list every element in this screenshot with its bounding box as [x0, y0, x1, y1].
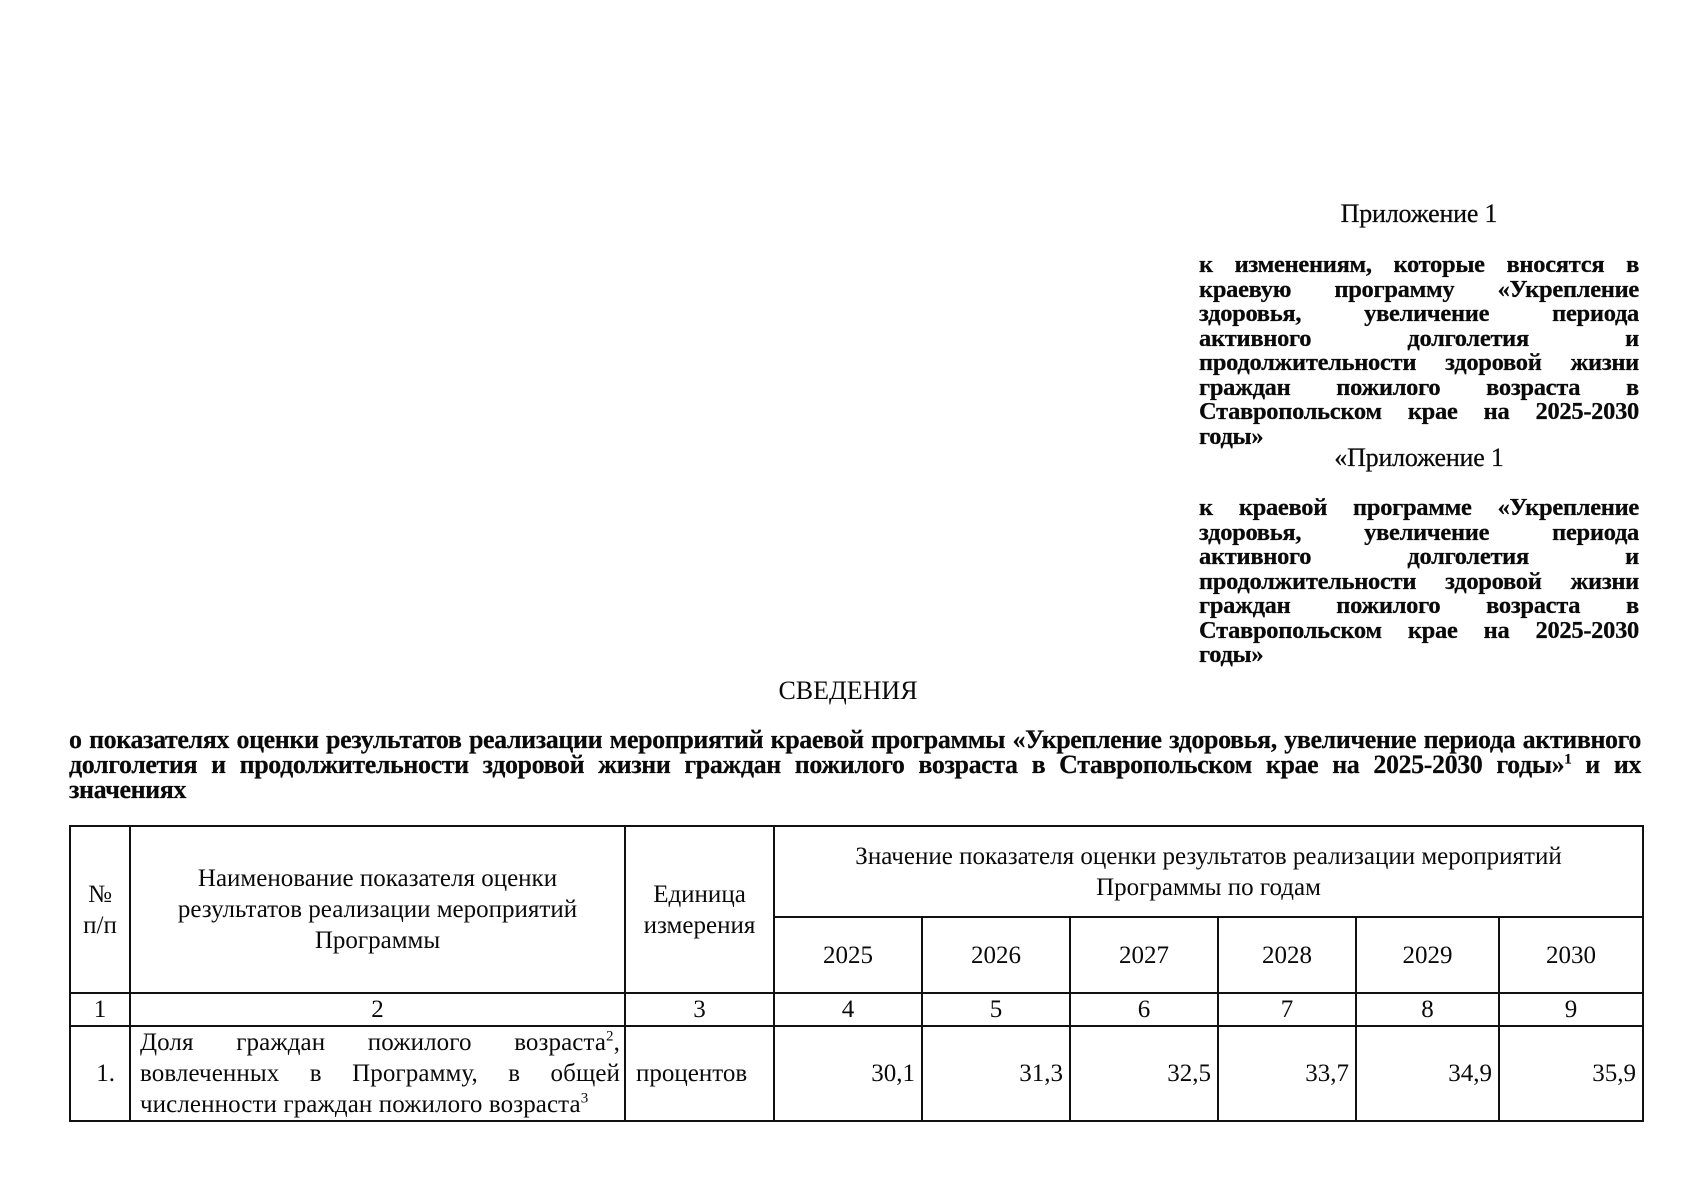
- value-2030: 35,9: [1499, 1026, 1643, 1121]
- column-number: 9: [1499, 993, 1643, 1026]
- footnote-marker: 1: [1564, 751, 1572, 768]
- column-numbers-row: [70, 993, 1643, 1026]
- document-subtitle: [69, 727, 1641, 802]
- document-subtitle-tail: и их значениях: [69, 750, 1642, 804]
- header-values-group: Значение показателя оценки результатов реализации мероприятий Программы по годам: [774, 826, 1643, 917]
- appendix-program-text: к краевой программе «Укрепление здоровья, увеличение периода активного долголетия и продолжительности здоровой жизни граждан пожилого возраста в Ставропольском крае на 2025-2030 годы»: [1199, 494, 1639, 668]
- indicator-name-part2: , вовлеченных в Программу, в общей численности граждан пожилого возраста: [140, 1029, 620, 1118]
- footnote-marker: 2: [606, 1028, 614, 1045]
- column-number: 7: [1218, 993, 1356, 1026]
- header-num: № п/п: [70, 826, 130, 993]
- footnote-marker: 3: [580, 1090, 589, 1107]
- header-year: 2026: [922, 917, 1070, 993]
- column-number: 2: [130, 993, 625, 1026]
- indicators-table: [69, 825, 1644, 1122]
- document-title: СВЕДЕНИЯ: [778, 676, 918, 705]
- value-2029: 34,9: [1356, 1026, 1499, 1121]
- column-number: 5: [922, 993, 1070, 1026]
- appendix-change-title: Приложение 1: [1340, 199, 1498, 228]
- header-unit: Единица измерения: [625, 826, 774, 993]
- value-2026: 31,3: [922, 1026, 1070, 1121]
- table-row: [70, 1026, 1643, 1121]
- column-number: 1: [70, 993, 130, 1026]
- value-2027: 32,5: [1070, 1026, 1218, 1121]
- column-number: 3: [625, 993, 774, 1026]
- appendix-program-title: «Приложение 1: [1334, 443, 1504, 472]
- appendix-change-text: к изменениям, которые вносятся в краевую программу «Укрепление здоровья, увеличение периода активного долголетия и продолжительности здоровой жизни граждан пожилого возраста в Ставропольском крае на 2025-2030 годы»: [1199, 251, 1639, 450]
- indicator-name: [130, 1026, 625, 1121]
- document-subtitle-text: о показателях оценки результатов реализации мероприятий краевой программы «Укрепление здоровья, увеличение периода активного долголетия и продолжительности здоровой жизни граждан пожилого возраста в Ставропольском крае на 2025-2030 годы»: [69, 725, 1641, 779]
- row-number: 1.: [70, 1026, 130, 1121]
- indicator-name-part1: Доля граждан пожилого возраста: [140, 1029, 607, 1056]
- header-year: 2029: [1356, 917, 1499, 993]
- header-year: 2027: [1070, 917, 1218, 993]
- value-2025: 30,1: [774, 1026, 922, 1121]
- column-number: 4: [774, 993, 922, 1026]
- column-number: 8: [1356, 993, 1499, 1026]
- header-year: 2028: [1218, 917, 1356, 993]
- value-2028: 33,7: [1218, 1026, 1356, 1121]
- table-header-row: [70, 826, 1643, 917]
- indicator-unit: процентов: [625, 1026, 774, 1121]
- column-number: 6: [1070, 993, 1218, 1026]
- header-year: 2030: [1499, 917, 1643, 993]
- header-indicator-name: Наименование показателя оценки результатов реализации мероприятий Программы: [130, 826, 625, 993]
- header-year: 2025: [774, 917, 922, 993]
